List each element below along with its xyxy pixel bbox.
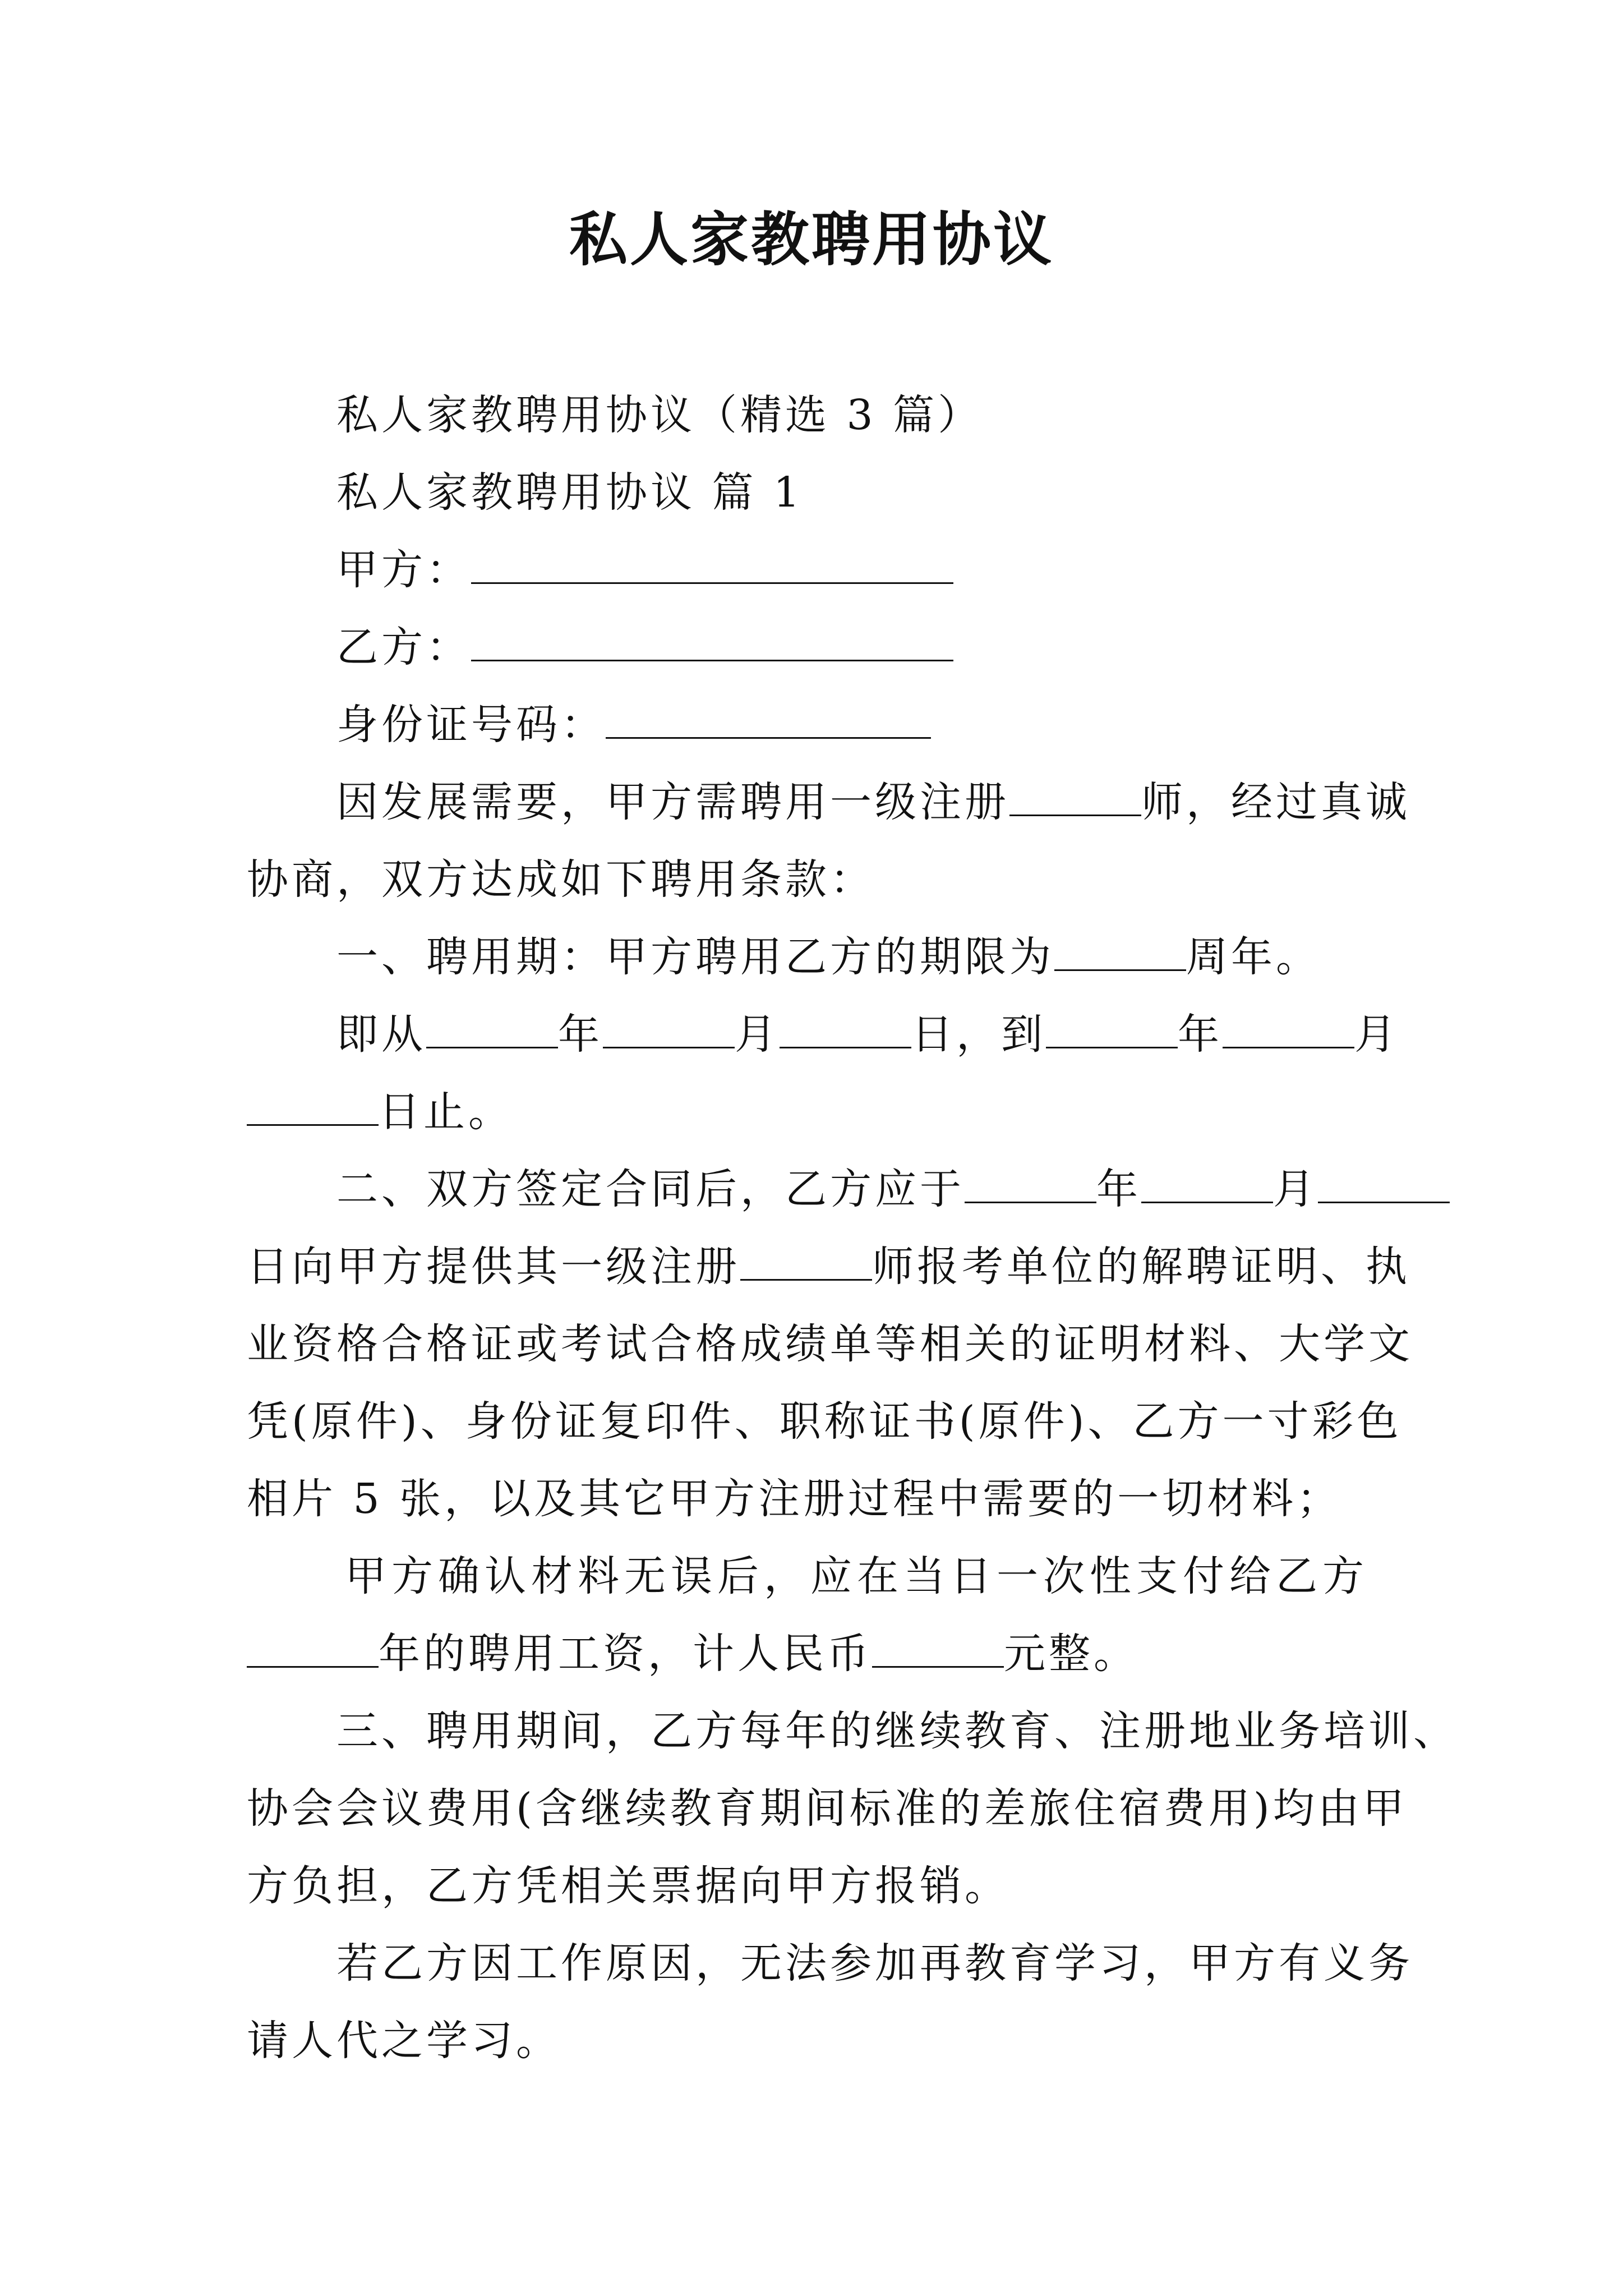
- month-label: 月: [1273, 1165, 1318, 1213]
- party-a-row: [336, 542, 953, 598]
- id-number-blank: [606, 698, 931, 739]
- profession-blank-2: [740, 1240, 872, 1281]
- clause-1-line-1: [336, 929, 1321, 985]
- clause-2-text-c: 师报考单位的解聘证明、执: [872, 1243, 1410, 1291]
- clause-1-text-a: 一、聘用期：甲方聘用乙方的期限为: [336, 933, 1054, 981]
- party-a-label: 甲方：: [336, 546, 471, 594]
- document-title: 私人家教聘用协议: [569, 205, 1054, 274]
- payment-line-1: 甲方确认材料无误后，应在当日一次性支付给乙方: [345, 1552, 1369, 1600]
- submit-year-blank: [965, 1162, 1096, 1203]
- clause-3-line-2: 协会会议费用(含继续教育期间标准的差旅住宿费用)均由甲: [247, 1784, 1408, 1833]
- extra-line-1: 若乙方因工作原因，无法参加再教育学习，甲方有义务: [336, 1939, 1413, 1987]
- intro-text-a: 因发展需要，甲方需聘用一级注册: [336, 778, 1009, 826]
- year-label: 年: [1178, 1010, 1223, 1059]
- clause-2-line-2: [247, 1239, 1410, 1295]
- start-month-blank: [603, 1007, 735, 1048]
- party-b-row: [336, 619, 953, 675]
- term-years-blank: [1054, 930, 1186, 971]
- clause-3-line-1: 三、聘用期间，乙方每年的继续教育、注册地业务培训、: [336, 1707, 1458, 1755]
- party-b-blank: [471, 620, 953, 661]
- intro-line-1: [336, 774, 1410, 830]
- clause-2-line-1: [336, 1161, 1450, 1217]
- day-to-label: 日，到: [911, 1010, 1046, 1059]
- salary-amount-blank: [872, 1627, 1004, 1668]
- id-number-label: 身份证号码：: [336, 701, 606, 749]
- submit-month-blank: [1141, 1162, 1273, 1203]
- start-year-blank: [426, 1007, 558, 1048]
- year-label: 年: [1096, 1165, 1141, 1213]
- section-heading: 私人家教聘用协议 篇 1: [336, 468, 804, 517]
- clause-3-line-3: 方负担，乙方凭相关票据向甲方报销。: [247, 1862, 1009, 1910]
- extra-line-2: 请人代之学习。: [247, 2017, 561, 2065]
- month-label: 月: [735, 1010, 780, 1059]
- payment-text-b: 元整。: [1004, 1630, 1138, 1678]
- clause-2-line-5: 相片 5 张，以及其它甲方注册过程中需要的一切材料；: [247, 1475, 1342, 1523]
- clause-2-text-a: 二、双方签定合同后，乙方应于: [336, 1165, 965, 1213]
- clause-1-line-2: [336, 1006, 1399, 1062]
- clause-1-text-b: 周年。: [1186, 933, 1321, 981]
- clause-1-line-3: [247, 1084, 513, 1140]
- clause-2-line-3: 业资格合格证或考试合格成绩单等相关的证明材料、大学文: [247, 1320, 1413, 1368]
- intro-text-b: 师，经过真诚: [1141, 778, 1410, 826]
- id-number-row: [336, 697, 931, 753]
- submit-day-blank: [1318, 1162, 1450, 1203]
- profession-blank: [1009, 775, 1141, 816]
- intro-line-2: 协商，双方达成如下聘用条款：: [247, 855, 875, 904]
- year-label: 年: [558, 1010, 603, 1059]
- payment-text-a: 年的聘用工资，计人民币: [379, 1630, 872, 1678]
- end-day-blank: [247, 1085, 379, 1126]
- start-day-blank: [780, 1007, 911, 1048]
- month-label: 月: [1354, 1010, 1399, 1059]
- end-month-blank: [1223, 1007, 1354, 1048]
- end-year-blank: [1046, 1007, 1178, 1048]
- day-end-label: 日止。: [379, 1088, 513, 1136]
- subtitle: 私人家教聘用协议（精选 3 篇）: [336, 391, 983, 439]
- salary-years-blank: [247, 1627, 379, 1668]
- clause-2-line-4: 凭(原件)、身份证复印件、职称证书(原件)、乙方一寸彩色: [247, 1397, 1402, 1446]
- date-from-label: 即从: [336, 1010, 426, 1059]
- party-a-blank: [471, 543, 953, 584]
- payment-line-2: [247, 1626, 1138, 1682]
- clause-2-text-b: 日向甲方提供其一级注册: [247, 1243, 740, 1291]
- party-b-label: 乙方：: [336, 623, 471, 671]
